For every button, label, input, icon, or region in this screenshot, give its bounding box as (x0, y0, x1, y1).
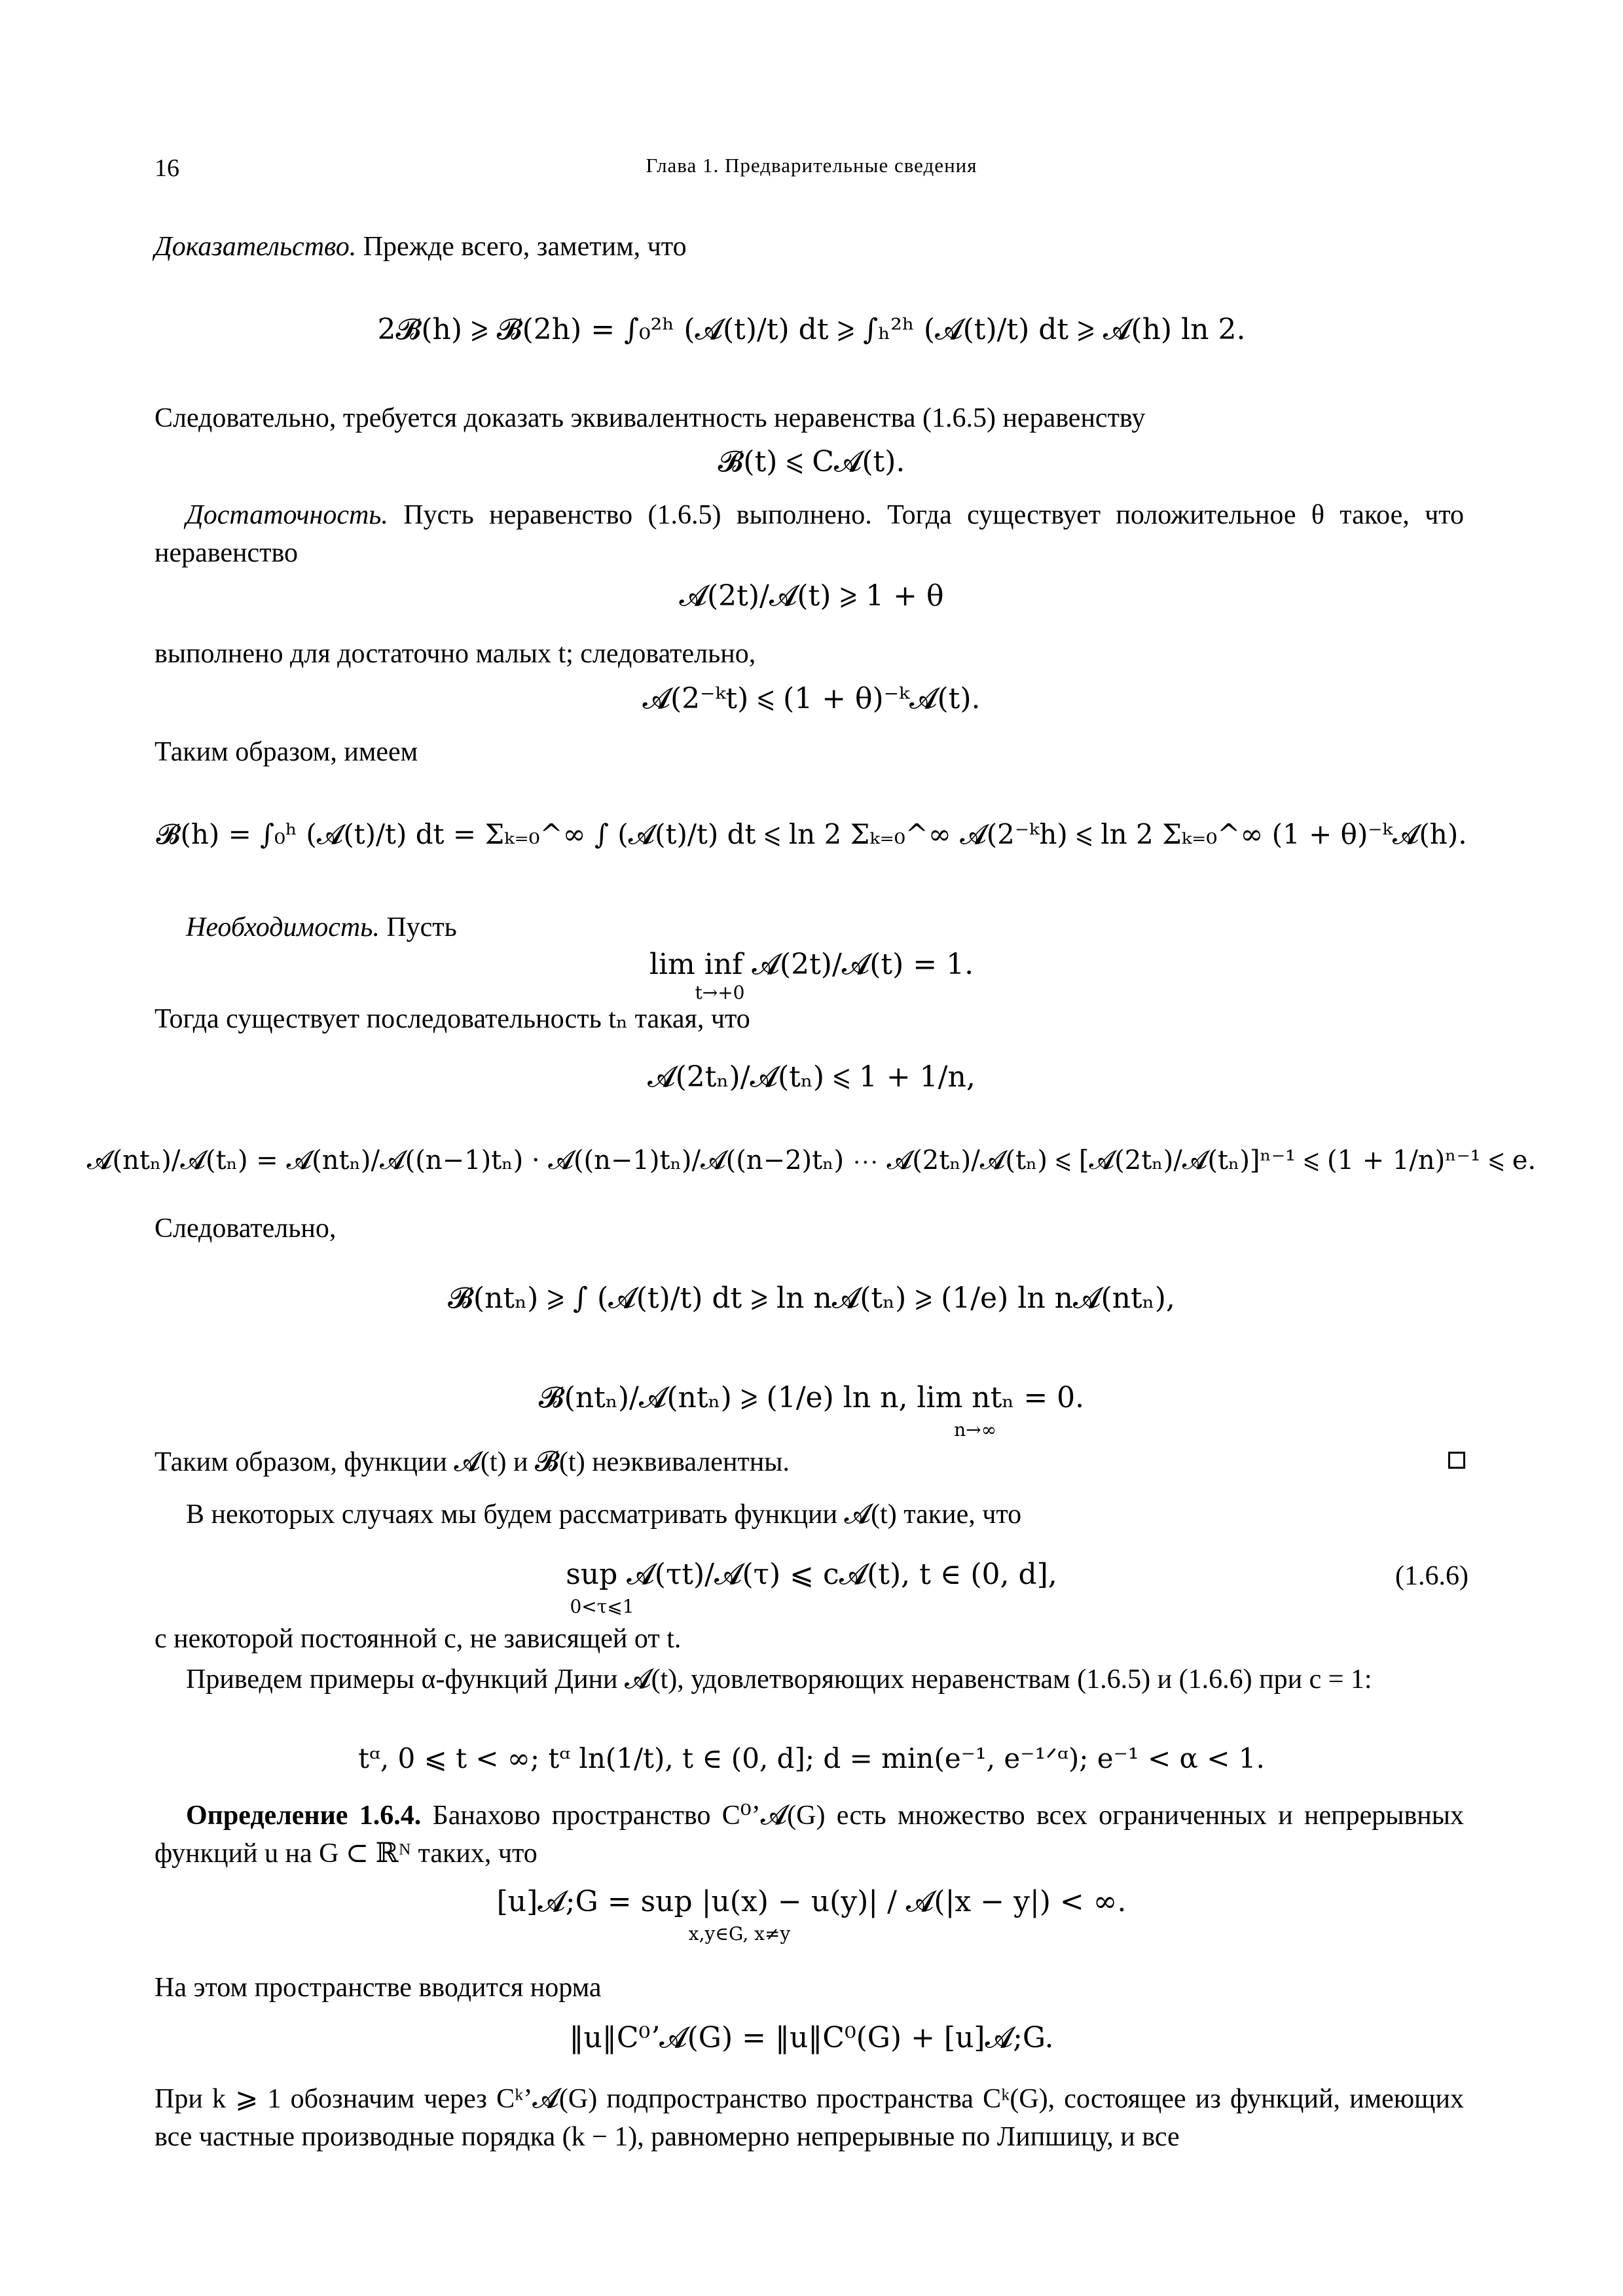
equation-8: 𝓐(ntₙ)/𝓐(tₙ) = 𝓐(ntₙ)/𝓐((n−1)tₙ) · 𝓐((n−1)tₙ)/𝓐((n−2)tₙ) ⋯ 𝓐(2tₙ)/𝓐(tₙ) ⩽ [𝓐(2tₙ)/𝓐(tₙ)]ⁿ⁻¹ ⩽ (1 + 1/n)ⁿ⁻¹ ⩽ e. (86, 1145, 1537, 1175)
small-t-paragraph: выполнено для достаточно малых t; следовательно, (155, 639, 756, 669)
constant-paragraph: с некоторой постоянной c, не зависящей от t. (155, 1624, 682, 1654)
necessity-label: Необходимость. (186, 912, 380, 942)
equation-5: 𝓑(h) = ∫₀ʰ (𝓐(t)/t) dt = Σₖ₌₀^∞ ∫ (𝓐(t)/t) dt ⩽ ln 2 Σₖ₌₀^∞ 𝓐(2⁻ᵏh) ⩽ ln 2 Σₖ₌₀^∞ (1 + θ)⁻ᵏ𝓐(h). (156, 818, 1467, 850)
equation-6-subscript: t→+0 (695, 982, 745, 1003)
equation-9: 𝓑(ntₙ) ⩾ ∫ (𝓐(t)/t) dt ⩾ ln n𝓐(tₙ) ⩾ (1/e) ln n𝓐(ntₙ), (448, 1282, 1175, 1315)
equation-11-subscript: 0<τ⩽1 (570, 1596, 634, 1617)
conclusion-paragraph: Таким образом, функции 𝓐(t) и 𝓑(t) неэквивалентны. (155, 1447, 790, 1477)
equation-10: 𝓑(ntₙ)/𝓐(ntₙ) ⩾ (1/e) ln n, lim ntₙ = 0. (538, 1381, 1085, 1414)
thus-paragraph: Таким образом, имеем (155, 737, 418, 767)
examples-paragraph: Приведем примеры α-функций Дини 𝓐(t), удовлетворяющих неравенствам (1.6.5) и (1.6.6) при c = 1: (186, 1664, 1372, 1695)
equation-11: sup 𝓐(τt)/𝓐(τ) ⩽ c𝓐(t), t ∈ (0, d], (566, 1558, 1057, 1591)
equation-12: tᵅ, 0 ⩽ t < ∞; tᵅ ln(1/t), t ∈ (0, d]; d = min(e⁻¹, e⁻¹ᐟᵅ); e⁻¹ < α < 1. (358, 1742, 1265, 1774)
page-number: 16 (155, 154, 179, 182)
necessity-text: Пусть (386, 912, 457, 942)
necessity-paragraph (155, 908, 1464, 946)
equation-1: 2𝓑(h) ⩾ 𝓑(2h) = ∫₀²ʰ (𝓐(t)/t) dt ⩾ ∫ₕ²ʰ (𝓐(t)/t) dt ⩾ 𝓐(h) ln 2. (377, 313, 1246, 346)
sufficiency-text: Пусть неравенство (1.6.5) выполнено. Тогда существует положительное θ такое, что неравенство (155, 500, 1465, 568)
therefore-paragraph: Следовательно, требуется доказать эквивалентность неравенства (1.6.5) неравенству (155, 403, 1146, 433)
definition-paragraph (155, 1797, 1464, 1873)
equation-2: 𝓑(t) ⩽ C𝓐(t). (718, 445, 905, 478)
running-head: Глава 1. Предварительные сведения (646, 154, 977, 177)
proof-intro-paragraph (155, 228, 1464, 266)
proof-label: Доказательство. (155, 232, 357, 262)
equation-6: lim inf 𝓐(2t)/𝓐(t) = 1. (649, 948, 974, 981)
definition-label: Определение 1.6.4. (186, 1801, 422, 1831)
final-paragraph: При k ⩾ 1 обозначим через Cᵏʼ𝓐(G) подпространство пространства Cᵏ(G), состоящее из функций, имеющих все частные производные порядка (k − 1), равномерно непрерывные по Липшицу, и все (155, 2084, 1464, 2152)
proof-intro-text: Прежде всего, заметим, что (363, 232, 687, 262)
equation-7: 𝓐(2tₙ)/𝓐(tₙ) ⩽ 1 + 1/n, (647, 1060, 976, 1094)
norm-paragraph: На этом пространстве вводится норма (155, 1973, 602, 2003)
sufficiency-label: Достаточность. (186, 500, 388, 530)
qed-square-icon (1448, 1452, 1465, 1469)
sequence-paragraph: Тогда существует последовательность tₙ такая, что (155, 1004, 750, 1034)
equation-13: [u]𝓐;G = sup |u(x) − u(y)| / 𝓐(|x − y|) < ∞. (496, 1885, 1127, 1918)
equation-13-subscript: x,y∈G, x≠y (688, 1923, 791, 1945)
equation-number: (1.6.6) (1395, 1561, 1468, 1591)
cases-paragraph: В некоторых случаях мы будем рассматривать функции 𝓐(t) такие, что (186, 1499, 1022, 1530)
definition-text: Банахово пространство C⁰ʼ𝓐(G) есть множество всех ограниченных и непрерывных функций u на G ⊂ ℝᴺ таких, что (155, 1801, 1465, 1869)
therefore2-paragraph: Следовательно, (155, 1213, 337, 1244)
equation-3: 𝓐(2t)/𝓐(t) ⩾ 1 + θ (679, 579, 944, 613)
equation-10-subscript: n→∞ (954, 1419, 996, 1441)
equation-4: 𝓐(2⁻ᵏt) ⩽ (1 + θ)⁻ᵏ𝓐(t). (642, 682, 981, 715)
equation-14: ‖u‖C⁰ʼ𝓐(G) = ‖u‖C⁰(G) + [u]𝓐;G. (569, 2021, 1054, 2054)
sufficiency-paragraph (155, 496, 1464, 572)
